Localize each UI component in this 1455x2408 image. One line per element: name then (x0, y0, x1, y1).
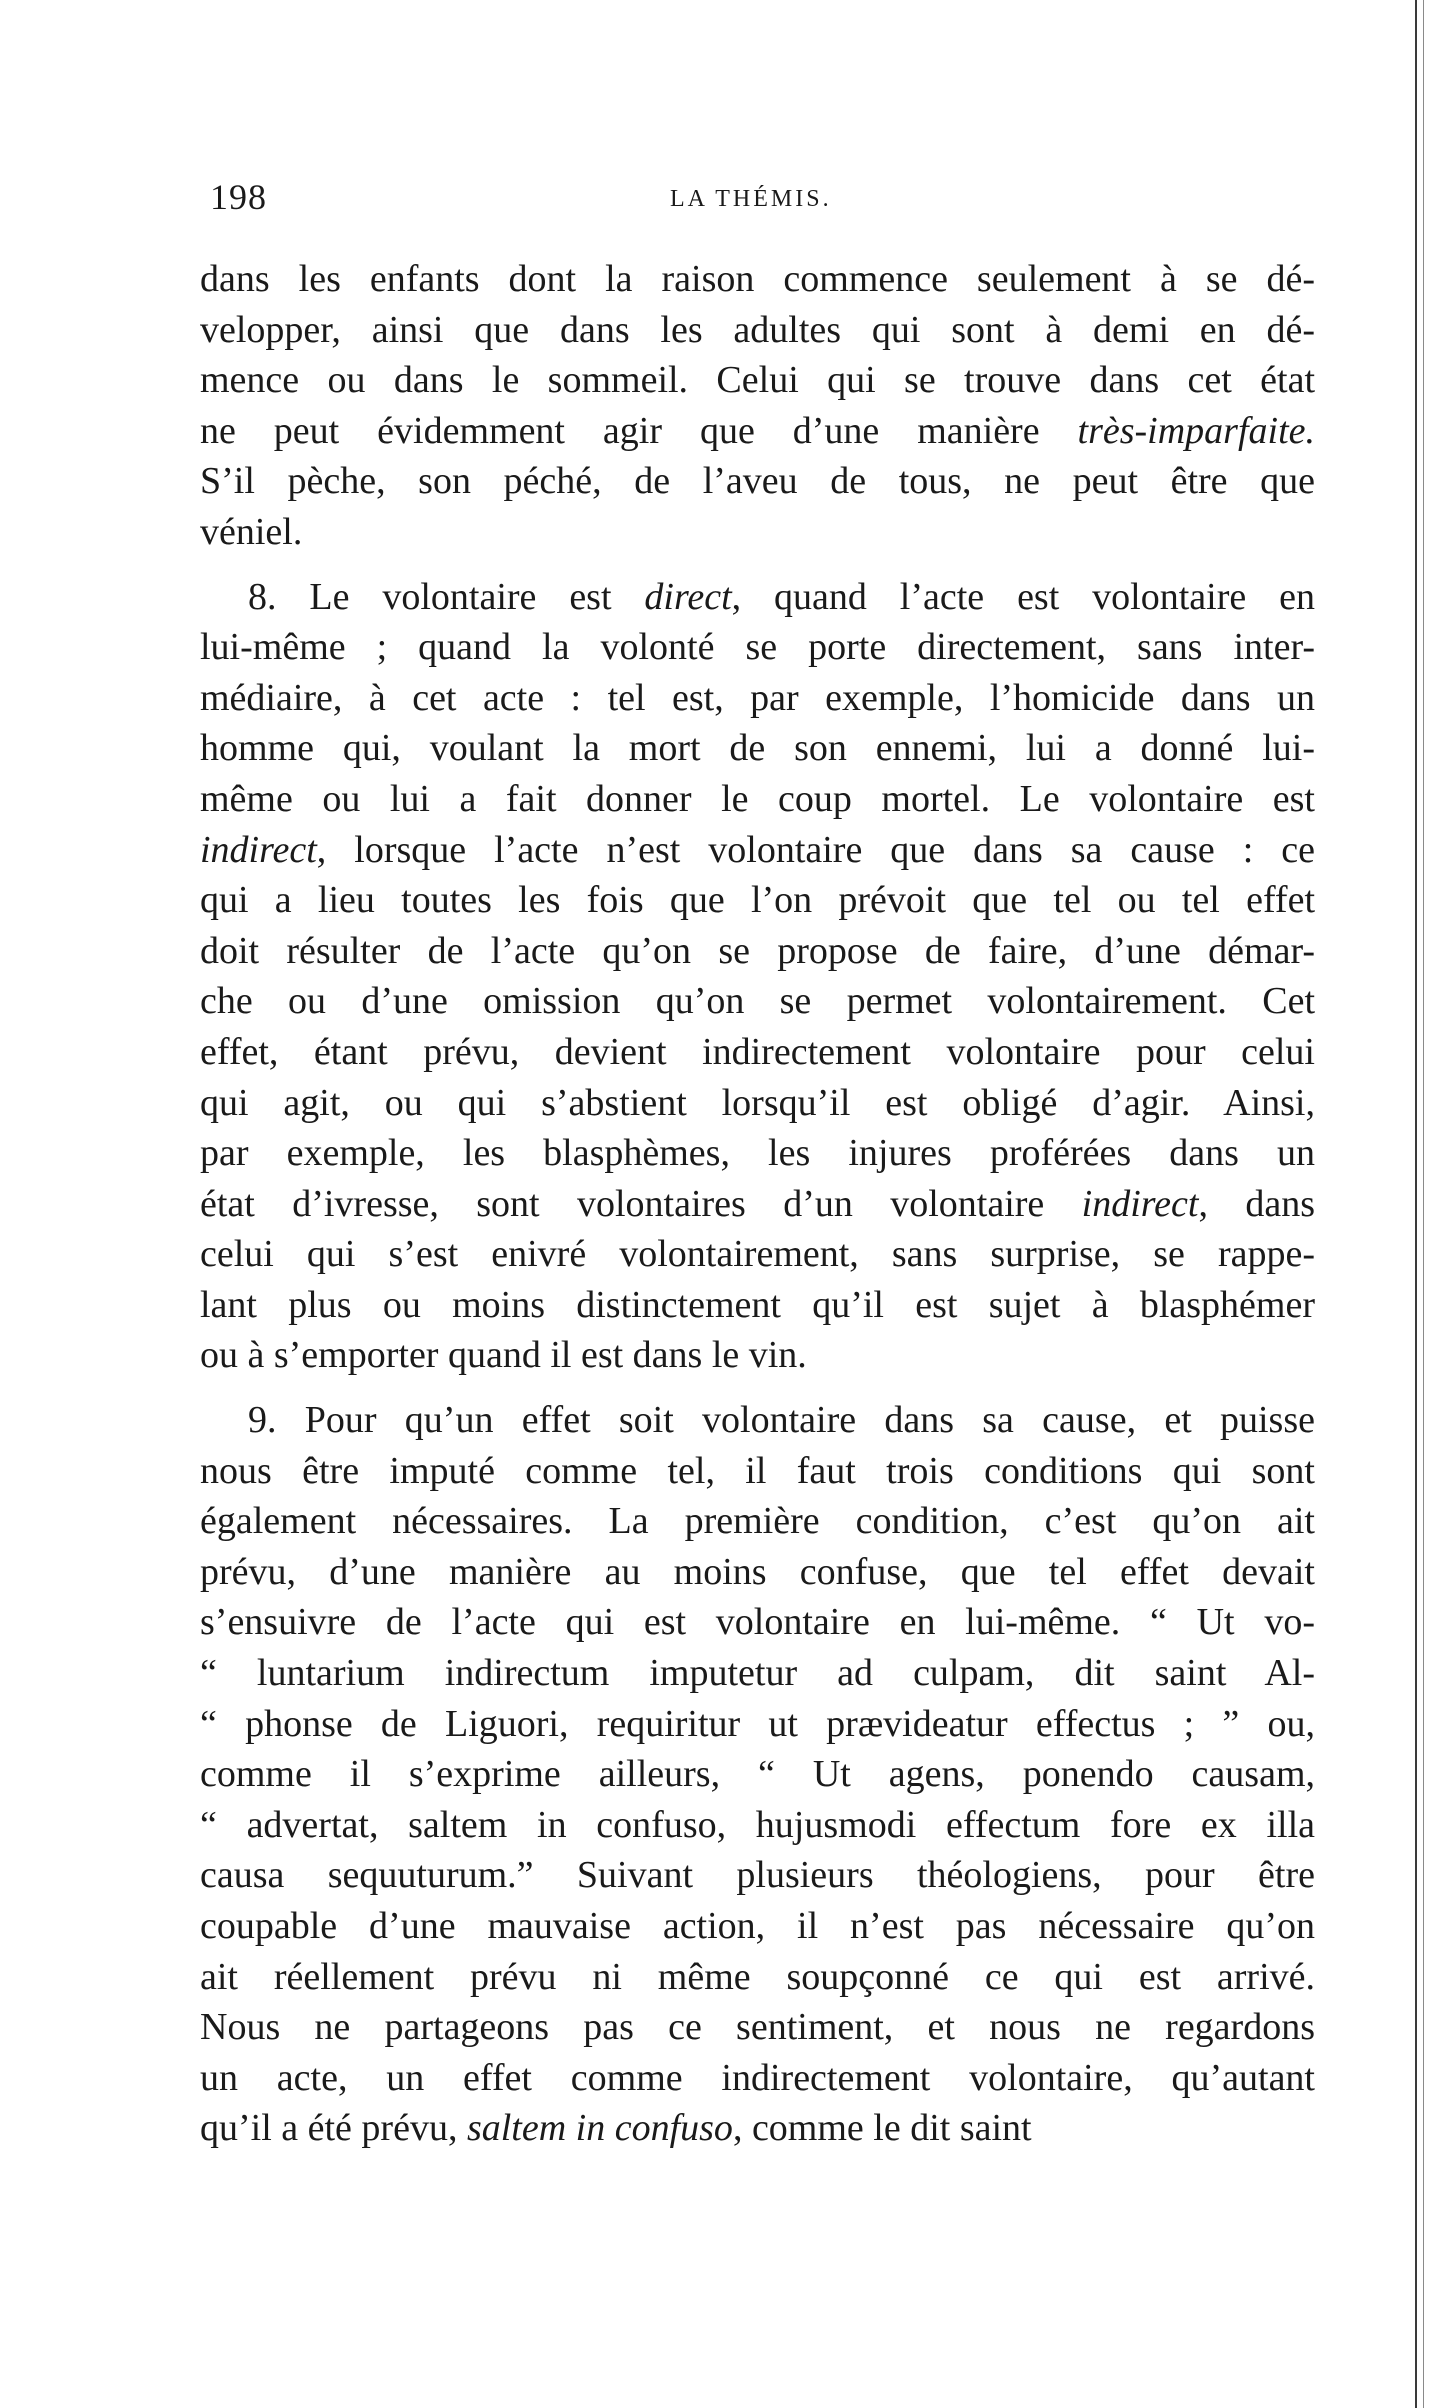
text-run: médiaire, à cet acte : tel est, par exemple, l’homicide dans un (200, 676, 1315, 719)
text-run: état d’ivresse, sont volontaires d’un volontaire (200, 1182, 1082, 1225)
text-run: “ luntarium indirectum imputetur ad culpam, dit saint Al- (200, 1652, 1315, 1695)
page-header (200, 176, 1315, 226)
paragraph-gap (200, 1381, 1315, 1395)
page-edge-line-secondary (1423, 0, 1424, 2408)
text-line (200, 355, 1315, 406)
text-run: lant plus ou moins distinctement qu’il est sujet à blasphémer (200, 1283, 1315, 1326)
text-line (200, 1749, 1315, 1800)
text-run: velopper, ainsi que dans les adultes qui sont à demi en dé- (200, 308, 1315, 351)
text-run: un acte, un effet comme indirectement volontaire, qu’autant (200, 2056, 1315, 2099)
text-run: mence ou dans le sommeil. Celui qui se trouve dans cet état (200, 359, 1315, 402)
text-line (200, 406, 1315, 457)
text-run: “ phonse de Liguori, requiritur ut prævideatur effectus ; ” ou, (200, 1702, 1315, 1745)
text-run: véniel. (200, 510, 303, 553)
text-line (200, 305, 1315, 356)
text-run: , comme le dit saint (732, 2107, 1032, 2150)
text-run: causa sequuturum.” Suivant plusieurs théologiens, pour être (200, 1854, 1315, 1897)
text-run: comme il s’exprime ailleurs, “ Ut agens, ponendo causam, (200, 1753, 1315, 1796)
text-run: 8. Le volontaire est (248, 575, 645, 618)
italic-text: saltem in confuso (466, 2107, 733, 2150)
text-line (200, 926, 1315, 977)
text-line (200, 1648, 1315, 1699)
text-run: doit résulter de l’acte qu’on se propose de faire, d’une démar- (200, 929, 1315, 972)
text-line (200, 254, 1315, 305)
text-run: , quand l’acte est volontaire en (731, 575, 1315, 618)
text-run: dans les enfants dont la raison commence seulement à se dé- (200, 258, 1315, 300)
running-title: LA THÉMIS. (670, 186, 832, 212)
page-edge-line (1415, 0, 1417, 2408)
text-run: S’il pèche, son péché, de l’aveu de tous, ne peut être que (200, 460, 1315, 503)
text-run: s’ensuivre de l’acte qui est volontaire en lui-même. “ Ut vo- (200, 1601, 1315, 1644)
text-line (200, 1078, 1315, 1129)
text-run: , lorsque l’acte n’est volontaire que dans sa cause : ce (316, 828, 1315, 871)
text-run: qu’il a été prévu, (200, 2107, 467, 2150)
italic-text: direct (644, 575, 732, 618)
text-line (200, 825, 1315, 876)
text-run: prévu, d’une manière au moins confuse, que tel effet devait (200, 1550, 1315, 1593)
text-line (200, 507, 1315, 558)
text-run: celui qui s’est enivré volontairement, sans surprise, se rappe- (200, 1233, 1315, 1276)
text-run: même ou lui a fait donner le coup mortel. Le volontaire est (200, 777, 1315, 820)
text-line (200, 456, 1315, 507)
page-number: 198 (210, 177, 267, 217)
text-run: coupable d’une mauvaise action, il n’est pas nécessaire qu’on (200, 1905, 1315, 1947)
paragraph (200, 1395, 1315, 2154)
text-run: lui-même ; quand la volonté se porte directement, sans inter- (200, 626, 1315, 669)
text-line (200, 1901, 1315, 1952)
text-line (200, 1952, 1315, 2003)
text-run: également nécessaires. La première condition, c’est qu’on ait (200, 1500, 1315, 1543)
text-line (200, 1446, 1315, 1497)
text-run: qui a lieu toutes les fois que l’on prévoit que tel ou tel effet (200, 879, 1315, 922)
text-line (200, 2053, 1315, 2104)
text-run: effet, étant prévu, devient indirectement volontaire pour celui (200, 1030, 1315, 1073)
paragraph-gap (200, 558, 1315, 572)
text-run: ne peut évidemment agir que d’une manière (200, 409, 1078, 452)
text-line (200, 1395, 1315, 1446)
text-line (200, 1496, 1315, 1547)
text-line (200, 774, 1315, 825)
text-line (200, 1179, 1315, 1230)
text-run: par exemple, les blasphèmes, les injures proférées dans un (200, 1132, 1315, 1175)
text-line (200, 1280, 1315, 1331)
text-line (200, 1128, 1315, 1179)
italic-text: très-imparfaite. (1077, 409, 1315, 452)
body-text (200, 254, 1315, 2194)
text-run: Nous ne partageons pas ce sentiment, et nous ne regardons (200, 2006, 1315, 2049)
text-line (200, 875, 1315, 926)
text-run: qui agit, ou qui s’abstient lorsqu’il est obligé d’agir. Ainsi, (200, 1081, 1315, 1124)
text-run: ou à s’emporter quand il est dans le vin. (200, 1334, 807, 1377)
text-line (200, 1800, 1315, 1851)
text-line (200, 572, 1315, 623)
text-line (200, 1027, 1315, 1078)
text-line (200, 2103, 1315, 2154)
text-run: nous être imputé comme tel, il faut trois conditions qui sont (200, 1449, 1315, 1492)
text-line (200, 673, 1315, 724)
text-line (200, 1547, 1315, 1598)
text-line (200, 723, 1315, 774)
text-run: , dans (1198, 1182, 1315, 1225)
text-line (200, 622, 1315, 673)
paragraph (200, 572, 1315, 1382)
text-run: homme qui, voulant la mort de son ennemi, lui a donné lui- (200, 727, 1315, 770)
text-run: 9. Pour qu’un effet soit volontaire dans sa cause, et puisse (248, 1399, 1315, 1442)
text-run: ait réellement prévu ni même soupçonné ce qui est arrivé. (200, 1955, 1315, 1998)
text-line (200, 1699, 1315, 1750)
text-run: che ou d’une omission qu’on se permet volontairement. Cet (200, 980, 1315, 1023)
text-line (200, 2002, 1315, 2053)
italic-text: indirect (200, 828, 317, 871)
text-line (200, 1850, 1315, 1901)
italic-text: indirect (1081, 1182, 1199, 1225)
text-line (200, 976, 1315, 1027)
paragraph (200, 254, 1315, 558)
text-line (200, 1229, 1315, 1280)
text-line (200, 1330, 1315, 1381)
text-run: “ advertat, saltem in confuso, hujusmodi effectum fore ex illa (200, 1803, 1315, 1846)
text-line (200, 1597, 1315, 1648)
